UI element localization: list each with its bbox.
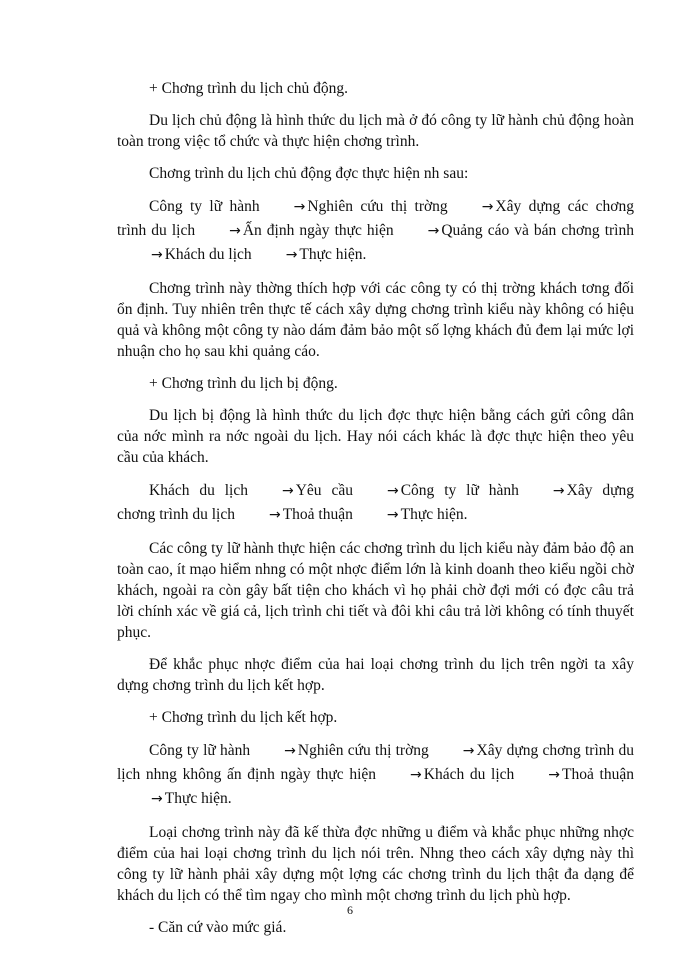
arrow-right-icon: → — [268, 507, 281, 523]
flow-step: Nghiên cứu thị trờng — [297, 742, 429, 759]
combined-program-comment: Loại chơng trình này đã kế thừa đợc những u điểm và khắc phục những nhợc điểm của hai loại chơng trình du lịch nói trên. Nhng theo cách xây dựng này thì công ty lữ hành phải xây dựng một lợng các chơng trình du lịch thật đa dạng để khách du lịch có thể tìm ngay cho mình một chơng trình du lịch phù hợp. — [117, 824, 634, 904]
flow-step: Ấn định ngày thực hiện — [242, 222, 394, 239]
arrow-right-icon: → — [481, 199, 494, 215]
passive-program-heading: + Chơng trình du lịch bị động. — [149, 375, 338, 392]
arrow-right-icon: → — [386, 483, 399, 499]
flow-step: Xây dựng chơng trình du lịch nhng không ấn định ngày thực hiện — [117, 742, 635, 783]
arrow-right-icon: → — [293, 199, 306, 215]
arrow-right-icon: → — [552, 483, 565, 499]
page-number: 6 — [347, 903, 353, 917]
passive-program-flow — [117, 479, 634, 527]
flow-step: Thoả thuận — [282, 506, 353, 523]
passive-program-comment: Các công ty lữ hành thực hiện các chơng trình du lịch kiểu này đảm bảo độ an toàn cao, ít mạo hiểm nhng có một nhợc điểm lớn là kinh doanh theo kiểu ngồi chờ khách, ngoài ra còn gây bất tiện cho khách vì họ phải chờ đợi mới có đợc câu trả lời chính xác về giá cả, lịch trình chi tiết và đôi khi câu trả lời không có tính thuyết phục. — [117, 540, 634, 641]
flow-step: Thực hiện. — [400, 506, 468, 523]
active-program-definition: Du lịch chủ động là hình thức du lịch mà ở đó công ty lữ hành chủ động hoàn toàn trong việc tổ chức và thực hiện chơng trình. — [117, 112, 634, 150]
arrow-right-icon: → — [151, 247, 163, 263]
arrow-right-icon: → — [151, 791, 163, 807]
flow-step: Khách du lịch — [149, 482, 248, 499]
flow-step: Thoả thuận — [562, 766, 634, 783]
active-program-heading: + Chơng trình du lịch chủ động. — [149, 80, 349, 97]
flow-step: Yêu cầu — [295, 482, 353, 499]
flow-step: Nghiên cứu thị trờng — [307, 198, 448, 215]
arrow-right-icon: → — [386, 507, 399, 523]
flow-step: Công ty lữ hành — [149, 742, 251, 759]
active-program-comment: Chơng trình này thờng thích hợp với các công ty có thị trờng khách tơng đối ổn định. Tuy nhiên trên thực tế cách xây dựng chơng trình kiểu này không có hiệu quả và không một công ty nào dám đảm bảo một số lợng khách đủ đem lại mức lợi nhuận cho họ sau khi quảng cáo. — [117, 280, 634, 360]
arrow-right-icon: → — [282, 483, 294, 499]
price-basis-item: - Căn cứ vào mức giá. — [149, 919, 287, 936]
flow-step: Thực hiện. — [299, 246, 367, 263]
combined-program-flow — [117, 739, 634, 811]
flow-step: Thực hiện. — [164, 790, 232, 807]
flow-step: Xây dựng các chơng trình du lịch — [117, 198, 634, 239]
passive-program-transition: Để khắc phục nhợc điểm của hai loại chơng trình du lịch trên ngời ta xây dựng chơng trình du lịch kết hợp. — [117, 656, 634, 694]
arrow-right-icon: → — [548, 767, 561, 783]
flow-step: Công ty lữ hành — [400, 482, 519, 499]
arrow-right-icon: → — [285, 247, 298, 263]
flow-step: Khách du lịch — [423, 766, 515, 783]
arrow-right-icon: → — [229, 223, 241, 239]
flow-step: Xây dựng chơng trình du lịch — [117, 482, 634, 523]
page-content — [117, 78, 634, 949]
arrow-right-icon: → — [284, 743, 296, 759]
arrow-right-icon: → — [410, 767, 422, 783]
active-program-intro: Chơng trình du lịch chủ động đợc thực hiện nh sau: — [149, 165, 469, 182]
arrow-right-icon: → — [427, 223, 440, 239]
active-program-flow — [117, 195, 634, 267]
arrow-right-icon: → — [462, 743, 475, 759]
flow-step: Công ty lữ hành — [149, 198, 260, 215]
flow-step: Khách du lịch — [164, 246, 252, 263]
passive-program-definition: Du lịch bị động là hình thức du lịch đợc thực hiện bằng cách gửi công dân của nớc mình ra nớc ngoài du lịch. Hay nói cách khác là đợc thực hiện theo yêu cầu của khách. — [117, 407, 634, 466]
flow-step: Quảng cáo và bán chơng trình — [441, 222, 634, 239]
combined-program-heading: + Chơng trình du lịch kết hợp. — [149, 709, 338, 726]
